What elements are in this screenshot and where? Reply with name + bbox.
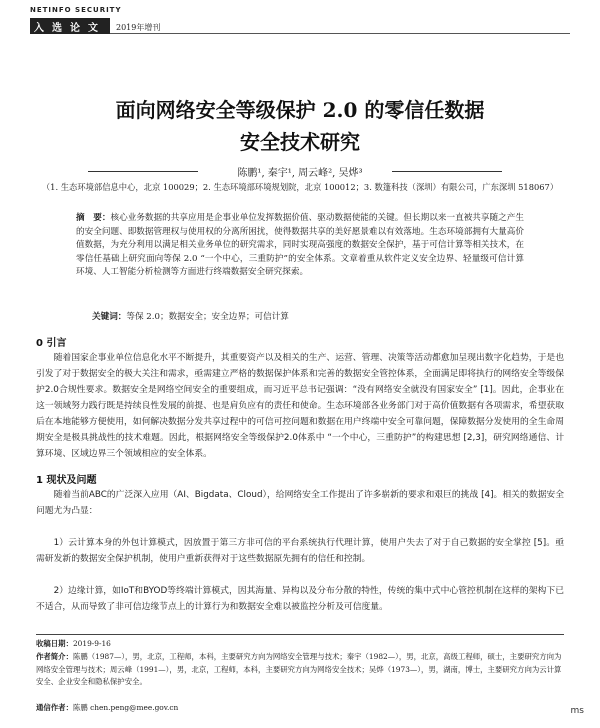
abstract xyxy=(76,212,524,280)
header-rule xyxy=(110,33,570,34)
body-paragraph: 2）边缘计算，如IoT和BYOD等终端计算模式，因其海量、异构以及分布分散的特性，传统的集中式中心管控机制在这样的架构下已不适合，从而导致了非可信边缘节点上的计算行为和数据安全难以被监控分析及可信度量。 xyxy=(36,586,564,612)
received-value: 2019-9-16 xyxy=(72,639,111,648)
contact-text: 陈鹏 chen.peng@mee.gov.cn xyxy=(72,703,179,712)
author-rule-right xyxy=(392,171,502,172)
page-number: ms xyxy=(570,706,584,716)
body-paragraph: 1）云计算本身的外包计算模式，因放置于第三方非可信的平台系统执行代理计算，使用户失去了对于自己数据的安全掌控 [5]。亟需研发新的数据安全保护机制，使用户重新获得对于这些数据原先拥有的信任和控制。 xyxy=(36,538,564,564)
keywords xyxy=(92,310,289,322)
author-list: 陈鹏¹, 秦宇¹, 周云峰², 吴烨³ xyxy=(237,168,363,179)
abstract-label: 摘 要： xyxy=(76,213,111,223)
keywords-text: 等保 2.0；数据安全；安全边界；可信计算 xyxy=(126,312,289,322)
affiliations: （1. 生态环境部信息中心，北京 100029；2. 生态环境部环境规划院，北京 100012；3. 数篷科技（深圳）有限公司，广东深圳 518067） xyxy=(41,182,559,192)
paper-title-line2: 安全技术研究 xyxy=(240,130,360,154)
issue-label: 2019年增刊 xyxy=(116,23,161,32)
keywords-label: 关键词： xyxy=(92,312,127,322)
bio-text: 陈鹏（1987—），男，北京，工程师，本科，主要研究方向为网络安全管理与技术；秦宇（1982—），男，北京，高级工程师，硕士，主要研究方向为网络安全管理与技术；周云峰（1991—），男，北京，工程师，本科，主要研究方向为网络安全技术；吴烨（1973—），男，湖南，博士，主要研究方向为云计算安全、企业安全和隐私保护安全。 xyxy=(36,652,562,686)
contact-label: 通信作者： xyxy=(36,703,73,712)
received-date xyxy=(36,638,564,651)
column-label: 入选论文 xyxy=(30,18,110,34)
received-label: 收稿日期： xyxy=(36,639,73,648)
body-paragraph: 随着当前ABC的广泛深入应用（AI、Bigdata、Cloud），给网络安全工作提出了许多崭新的要求和艰巨的挑战 [4]。相关的数据安全问题尤为凸显： xyxy=(36,490,564,516)
author-bio xyxy=(36,651,564,689)
journal-brand: NETINFO SECURITY xyxy=(30,6,122,14)
paper-title-line1: 面向网络安全等级保护 2.0 的零信任数据 xyxy=(115,98,485,122)
corresponding-author xyxy=(36,702,564,715)
body-paragraph: 随着国家企事业单位信息化水平不断提升，其重要资产以及相关的生产、运营、管理、决策等活动都愈加呈现出数字化趋势，于是也引发了对于数据安全的极大关注和需求，亟需建立严格的数据保护体系和完善的数据安全管控体系，全面满足即将执行的网络安全等级保护2.0合规性要求。数据安全是网络空间安全的重要组成，而习近平总书记强调：“没有网络安全就没有国家安全” [1]。因此，企事业在这一领域努力践行既是持续良性发展的前提、也是肩负应有的责任和使命。生态环境部各业务部门对于高价值数据有各项需求，希望获取后在本地能够方便使用，如何解决数据分发共享过程中的可信可控问题和数据在用户终端中安全可靠问题，保障数据分发使用的全生命周期安全是极具挑战性的技术难题。因此，根据网络安全等级保护2.0体系中 “一个中心，三重防护”的构建思想 [2,3]，研究网络通信、计算环境、区域边界三个领域相应的安全体系。 xyxy=(36,353,564,459)
footnote-rule xyxy=(36,634,564,635)
bio-label: 作者简介： xyxy=(36,652,73,661)
section-heading: 0 引言 xyxy=(36,338,67,349)
abstract-text: 核心业务数据的共享应用是企事业单位发挥数据价值、驱动数据使能的关键。但长期以来一直被共享随之产生的安全问题、即数据管理权与使用权的分离所困扰，使得数据共享的美好愿景难以有效落地。生态环境部拥有大量高价值数据，为充分利用以满足相关业务单位的研究需求，同时实现高强度的数据安全保护，基于可信计算等相关技术，在零信任基础上研究面向等保 2.0 “一个中心，三重防护”的安全体系。文章着重从软件定义安全边界、轻量级可信计算环境、人工智能分析检测等方面进行终端数据安全研究探索。 xyxy=(76,213,524,278)
section-heading: 1 现状及问题 xyxy=(36,475,97,486)
